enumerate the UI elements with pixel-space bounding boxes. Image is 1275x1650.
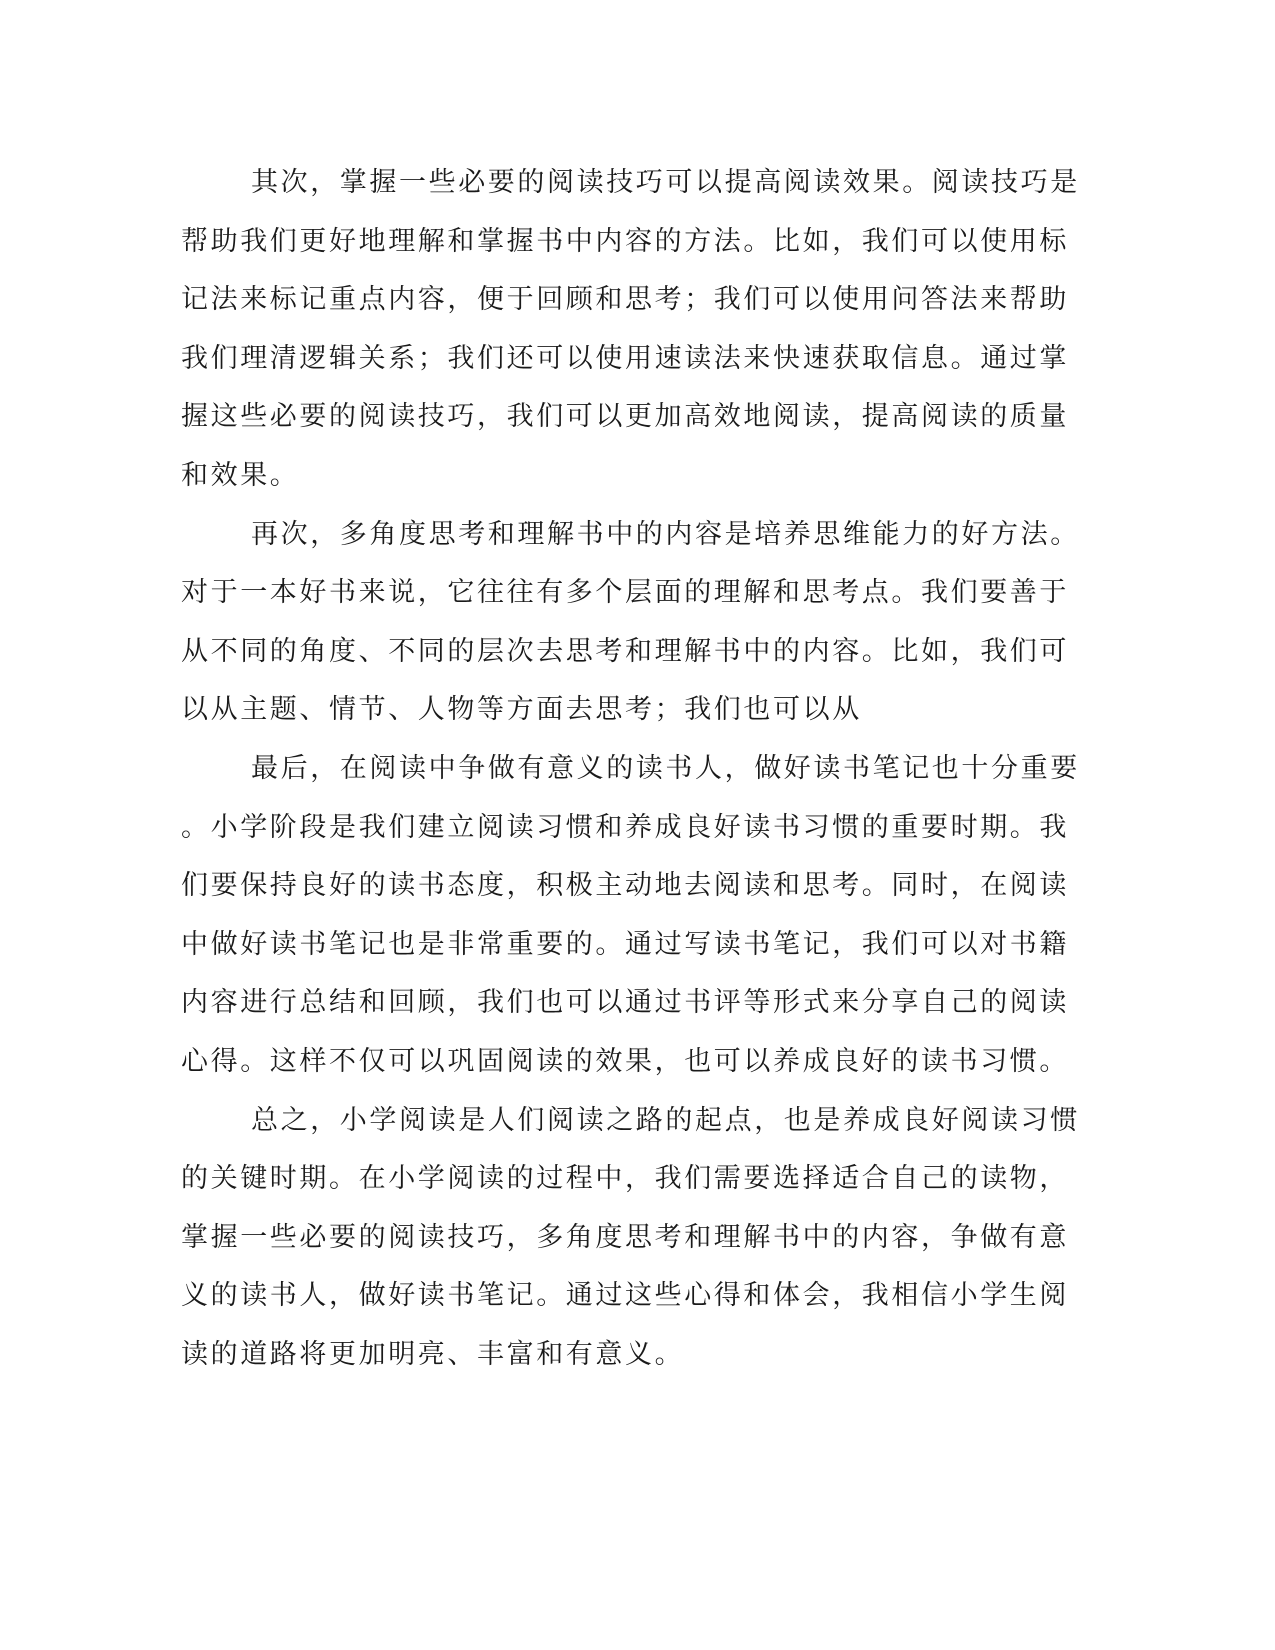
paragraph-2-line-1: 再次，多角度思考和理解书中的内容是培养思维能力的好方法。 bbox=[251, 518, 1080, 550]
paragraph-3-line-2: 。小学阶段是我们建立阅读习惯和养成良好读书习惯的重要时期。我 bbox=[181, 811, 1069, 843]
paragraph-1-line-3: 记法来标记重点内容，便于回顾和思考；我们可以使用问答法来帮助 bbox=[181, 284, 1069, 316]
paragraph-4-line-4: 义的读书人，做好读书笔记。通过这些心得和体会，我相信小学生阅 bbox=[181, 1280, 1069, 1312]
paragraph-1-line-2: 帮助我们更好地理解和掌握书中内容的方法。比如，我们可以使用标 bbox=[181, 225, 1069, 257]
document-body bbox=[181, 154, 1080, 1384]
paragraph-3-line-3: 们要保持良好的读书态度，积极主动地去阅读和思考。同时，在阅读 bbox=[181, 870, 1069, 902]
paragraph-4-line-2: 的关键时期。在小学阅读的过程中，我们需要选择适合自己的读物， bbox=[181, 1163, 1069, 1195]
paragraph-1-line-1: 其次，掌握一些必要的阅读技巧可以提高阅读效果。阅读技巧是 bbox=[251, 167, 1080, 198]
paragraph-3-line-5: 内容进行总结和回顾，我们也可以通过书评等形式来分享自己的阅读 bbox=[181, 987, 1069, 1019]
paragraph-1-line-6: 和效果。 bbox=[181, 459, 300, 491]
paragraph-2-line-4: 以从主题、情节、人物等方面去思考；我们也可以从 bbox=[181, 694, 862, 726]
paragraph-1-line-4: 我们理清逻辑关系；我们还可以使用速读法来快速获取信息。通过掌 bbox=[181, 342, 1069, 374]
paragraph-2-line-3: 从不同的角度、不同的层次去思考和理解书中的内容。比如，我们可 bbox=[181, 635, 1069, 667]
paragraph-1-line-5: 握这些必要的阅读技巧，我们可以更加高效地阅读，提高阅读的质量 bbox=[181, 401, 1069, 433]
paragraph-2-line-2: 对于一本好书来说，它往往有多个层面的理解和思考点。我们要善于 bbox=[181, 577, 1069, 609]
paragraph-4-line-5: 读的道路将更加明亮、丰富和有意义。 bbox=[181, 1338, 685, 1370]
paragraph-3-line-1: 最后，在阅读中争做有意义的读书人，做好读书笔记也十分重要 bbox=[251, 752, 1080, 784]
paragraph-3-line-6: 心得。这样不仅可以巩固阅读的效果，也可以养成良好的读书习惯。 bbox=[181, 1045, 1069, 1077]
paragraph-3-line-4: 中做好读书笔记也是非常重要的。通过写读书笔记，我们可以对书籍 bbox=[181, 928, 1069, 960]
paragraph-4-line-1: 总之，小学阅读是人们阅读之路的起点，也是养成良好阅读习惯 bbox=[251, 1104, 1080, 1136]
paragraph-4-line-3: 掌握一些必要的阅读技巧，多角度思考和理解书中的内容，争做有意 bbox=[181, 1221, 1069, 1253]
